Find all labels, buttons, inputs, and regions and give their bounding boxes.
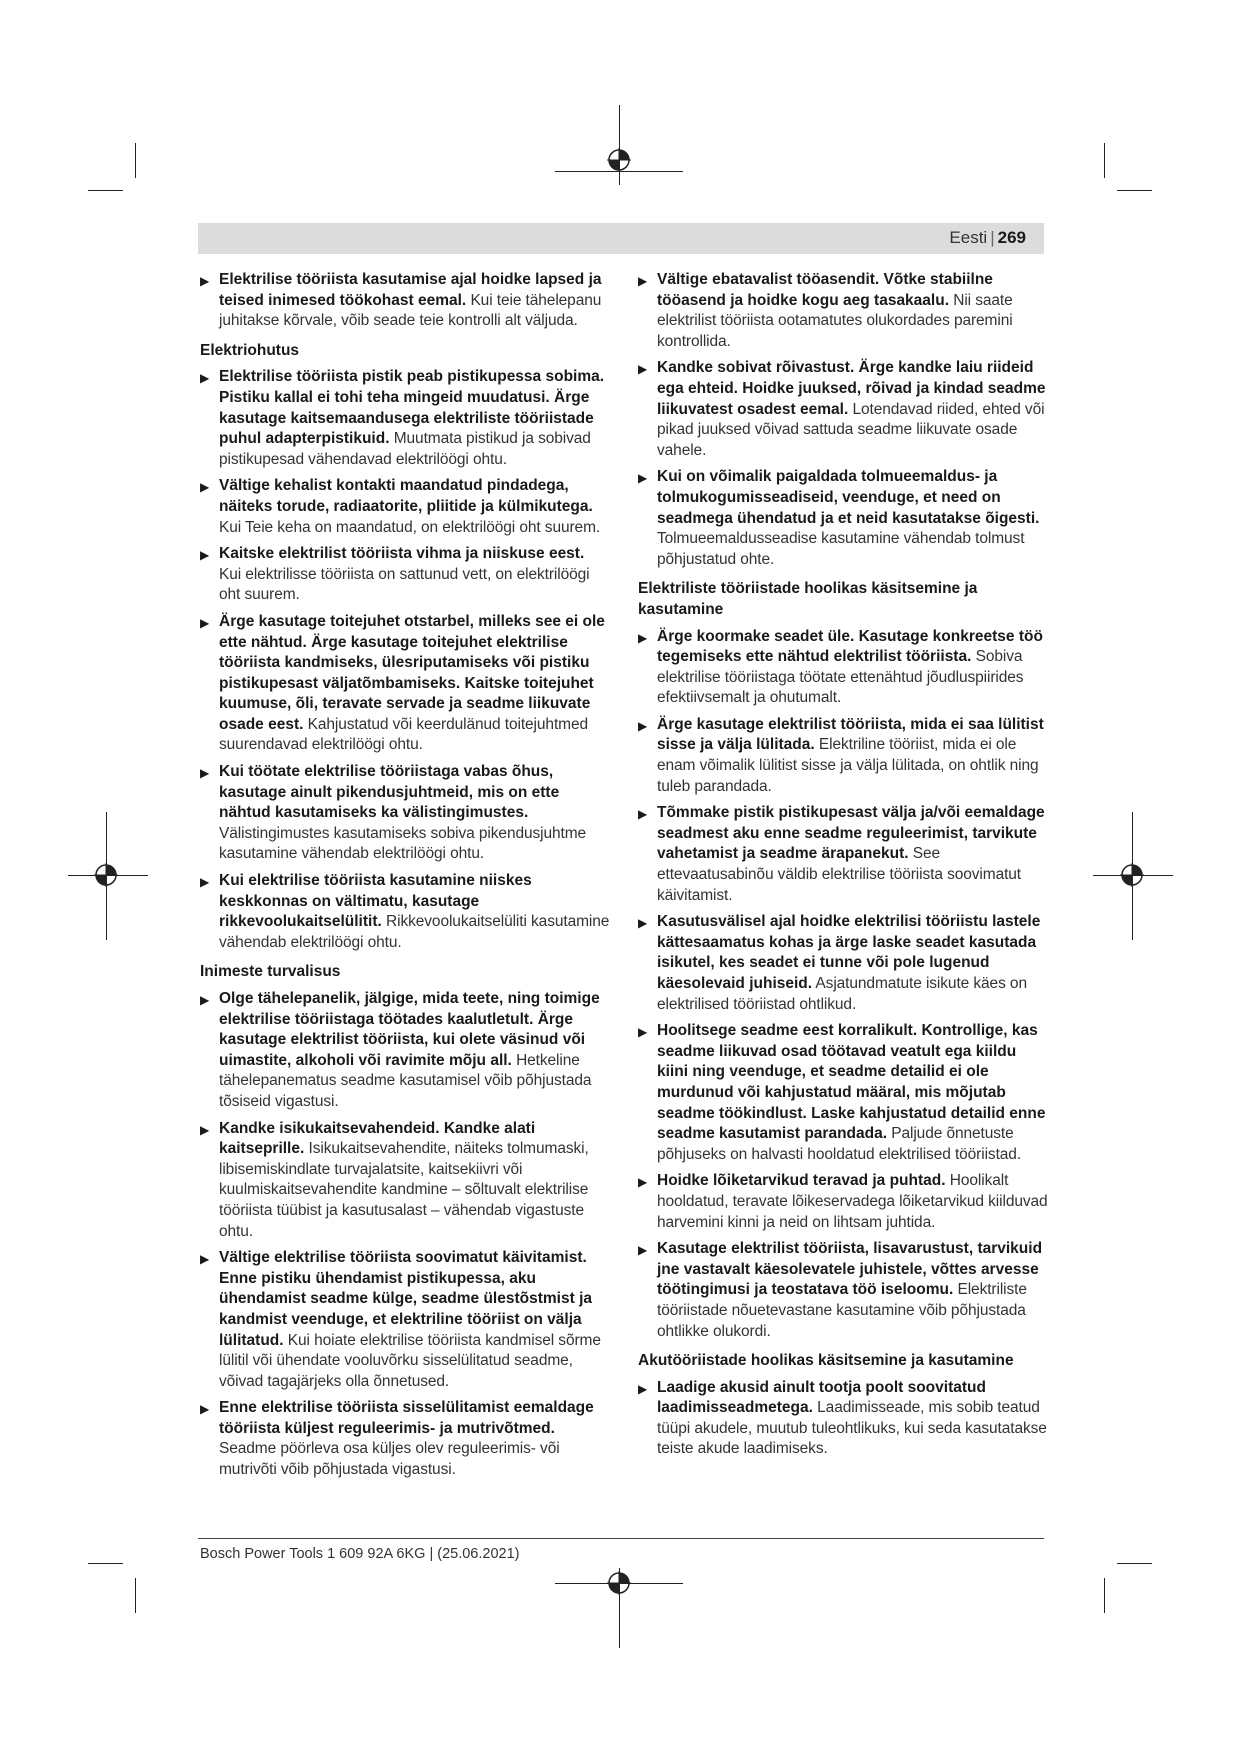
triangle-bullet-icon: ▶ — [200, 615, 210, 630]
item-instruction: Kui on võimalik paigaldada tolmueemaldus- ja tolmukogumisseadiseid, veenduge, et need on seadmega ühendatud ja et neid kasutatakse õigesti. — [657, 468, 1040, 527]
safety-item — [638, 627, 1048, 709]
item-instruction: Kui töötate elektrilise tööriistaga vabas õhus, kasutage ainult pikendusjuhtmeid, mis on ette nähtud kasutamiseks ka välistingimustes. — [219, 763, 560, 822]
page-number: 269 — [997, 228, 1026, 247]
triangle-bullet-icon: ▶ — [200, 766, 210, 781]
item-explanation: Seadme pöörleva osa küljes olev reguleerimis- või mutrivõti võib põhjustada vigastusi. — [219, 1440, 560, 1479]
safety-item — [200, 989, 610, 1113]
item-explanation: See ettevaatusabinõu väldib elektrilise tööriista soovimatut käivitamist. — [657, 845, 1022, 904]
item-instruction: Hoidke lõiketarvikud teravad ja puhtad. — [657, 1172, 946, 1190]
item-instruction: Vältige kehalist kontakti maandatud pindadega, näiteks torude, radiaatorite, pliitide ja külmikutega. — [219, 477, 593, 515]
triangle-bullet-icon: ▶ — [200, 274, 210, 288]
footer-rule — [198, 1538, 1044, 1539]
item-explanation: Asjatundmatute isikute käes on elektrilised tööriistad ohtlikud. — [657, 975, 1027, 1013]
item-explanation: Nii saate elektrilist tööriista ootamatutes olukordades paremini kontrollida. — [657, 291, 1013, 350]
item-instruction: Kandke isikukaitsevahendeid. Kandke alati kaitseprille. — [219, 1119, 536, 1158]
crop-mark — [1104, 1578, 1105, 1613]
crop-mark — [135, 143, 136, 178]
item-instruction: Tõmmake pistik pistikupesast välja ja/või eemaldage seadmest aku enne seadme reguleerimist, tarvikute vahetamist ja seadme ärapanekut. — [657, 804, 1045, 863]
section-heading: Elektriliste tööriistade hoolikas käsitsemine ja kasutamine — [638, 580, 978, 618]
safety-item — [638, 1378, 1048, 1460]
item-explanation: Kui hoiate elektrilise tööriista kandmisel sõrme lülitil või ühendate vooluvõrku sisselülitatud seadme, võivad tagajärjeks olla õnnetused. — [219, 1331, 601, 1390]
safety-item — [200, 871, 610, 953]
safety-item — [200, 476, 610, 538]
item-instruction: Laadige akusid ainult tootja poolt soovitatud laadimisseadmetega. — [657, 1378, 986, 1417]
item-explanation: Lotendavad riided, ehted või pikad juuksed võivad sattuda seadme liikuvate osade vahele. — [657, 400, 1045, 459]
item-explanation: Muutmata pistikud ja sobivad pistikupesad vähendavad elektrilöögi ohtu. — [219, 430, 591, 468]
item-explanation: Kui Teie keha on maandatud, on elektrilöögi oht suurem. — [219, 518, 601, 536]
triangle-bullet-icon: ▶ — [638, 718, 648, 733]
triangle-bullet-icon: ▶ — [638, 362, 648, 377]
triangle-bullet-icon: ▶ — [200, 1252, 210, 1267]
crop-mark — [88, 1563, 123, 1564]
triangle-bullet-icon: ▶ — [638, 807, 648, 822]
item-explanation: Elektriliste tööriistade nõuetevastane kasutamine võib põhjustada ohtlikke olukordi. — [657, 1281, 1027, 1340]
crop-mark — [135, 1578, 136, 1613]
item-instruction: Vältige elektrilise tööriista soovimatut käivitamist. Enne pistiku ühendamist pistikupessa, aku ühendamist seadme külge, seadme ülestõstmist ja kandmist veenduge, et elektriline tööriist on välja lülitatud. — [219, 1249, 592, 1349]
triangle-bullet-icon: ▶ — [638, 274, 648, 288]
item-explanation: Rikkevoolukaitselüliti kasutamine vähendab elektrilöögi ohtu. — [219, 913, 610, 951]
registration-target-icon — [1120, 863, 1144, 887]
safety-item — [638, 803, 1048, 906]
item-instruction: Kasutusvälisel ajal hoidke elektrilisi tööriistu lastele kättesaamatus kohas ja ärge laske seadet kasutada isikutel, kes seadet ei tunne või pole lugenud käesolevaid juhiseid. — [657, 913, 1041, 992]
item-explanation: Laadimisseade, mis sobib teatud tüüpi akudele, muutub tuleohtlikuks, kui seda kasutatakse teiste akude laadimiseks. — [657, 1399, 1047, 1458]
item-explanation: Hetkeline tähelepanematus seadme kasutamisel võib põhjustada tõsiseid vigastusi. — [219, 1051, 592, 1110]
registration-target-icon — [607, 148, 631, 172]
safety-item — [200, 544, 610, 606]
item-instruction: Ärge kasutage elektrilist tööriista, mida ei saa lülitist sisse ja välja lülitada. — [657, 715, 1044, 754]
safety-item — [638, 270, 1048, 352]
safety-item — [200, 612, 610, 756]
item-explanation: Kui elektrilisse tööriista on sattunud vett, on elektrilöögi oht suurem. — [219, 565, 590, 604]
triangle-bullet-icon: ▶ — [200, 875, 210, 890]
item-instruction: Ärge koormake seadet üle. Kasutage konkreetse töö tegemiseks ette nähtud elektrilist tööriista. — [657, 627, 1043, 666]
crop-mark — [1117, 190, 1152, 191]
safety-item — [638, 1171, 1048, 1233]
triangle-bullet-icon: ▶ — [638, 1243, 648, 1258]
item-instruction: Enne elektrilise tööriista sisselülitamist eemaldage tööriista küljest reguleerimis- ja mutrivõtmed. — [219, 1399, 594, 1437]
item-instruction: Vältige ebatavalist tööasendit. Võtke stabiilne tööasend ja hoidke kogu aeg tasakaalu. — [657, 271, 993, 309]
triangle-bullet-icon: ▶ — [638, 630, 648, 645]
section-heading: Inimeste turvalisus — [200, 963, 341, 981]
registration-target-icon — [607, 1571, 631, 1595]
item-instruction: Elektrilise tööriista kasutamise ajal hoidke lapsed ja teised inimesed töökohast eemal. — [219, 271, 602, 309]
safety-item — [638, 358, 1048, 461]
safety-item — [638, 467, 1048, 570]
safety-item — [200, 1119, 610, 1243]
page-header — [198, 223, 1044, 254]
safety-item — [200, 367, 610, 470]
crop-mark — [1104, 143, 1105, 178]
triangle-bullet-icon: ▶ — [638, 1025, 648, 1040]
safety-item — [200, 1398, 610, 1480]
crop-mark — [88, 190, 123, 191]
triangle-bullet-icon: ▶ — [200, 1402, 210, 1417]
safety-item — [638, 715, 1048, 797]
item-explanation: Isikukaitsevahendite, näiteks tolmumaski, libisemiskindlate turvajalatsite, kaitsekiivri või kuulmiskaitsevahendite kandmine – sõltuvalt elektrilise tööriista tüübist ja kasutusalast – vähendab vigastuste ohtu. — [219, 1140, 589, 1240]
triangle-bullet-icon: ▶ — [200, 371, 210, 386]
triangle-bullet-icon: ▶ — [200, 548, 210, 563]
item-explanation: Paljude õnnetuste põhjuseks on halvasti hooldatud elektrilised tööriistad. — [657, 1125, 1022, 1163]
triangle-bullet-icon: ▶ — [200, 993, 210, 1007]
safety-item — [638, 912, 1048, 1015]
item-instruction: Kui elektrilise tööriista kasutamine niiskes keskkonnas on vältimatu, kasutage rikkevoolukaitselülitit. — [219, 872, 532, 931]
footer-text: Bosch Power Tools 1 609 92A 6KG | (25.06.2021) — [200, 1546, 520, 1562]
triangle-bullet-icon: ▶ — [200, 480, 210, 495]
item-instruction: Kasutage elektrilist tööriista, lisavarustust, tarvikuid jne vastavalt käesolevatele juhistele, võttes arvesse töötingimusi ja teostatava töö iseloomu. — [657, 1240, 1043, 1299]
safety-item — [638, 1239, 1048, 1342]
item-instruction: Hoolitsege seadme eest korralikult. Kontrollige, kas seadme liikuvad osad töötavad veatult ega kiildu kiini ning veenduge, et seadme detailid ei ole murdunud või kahjustatud määral, mis mõjutab seadme töökindlust. Laske kahjustatud detailid enne seadme kasutamist parandada. — [657, 1022, 1046, 1143]
header-label: Eesti | 269 — [949, 228, 1026, 247]
item-explanation: Kui teie tähelepanu juhitakse kõrvale, võib seade teie kontrolli alt väljuda. — [219, 291, 602, 330]
triangle-bullet-icon: ▶ — [638, 916, 648, 931]
item-explanation: Tolmueemaldusseadise kasutamine vähendab tolmust põhjustatud ohte. — [657, 530, 1025, 568]
triangle-bullet-icon: ▶ — [638, 471, 648, 486]
item-explanation: Välistingimustes kasutamiseks sobiva pikendusjuhtme kasutamine vähendab elektrilöögi ohtu. — [219, 824, 587, 863]
item-instruction: Olge tähelepanelik, jälgige, mida teete, ning toimige elektrilise tööriistaga töötades kaalutletult. Ärge kasutage elektrilist tööriista, kui olete väsinud või uimastite, alkoholi või ravimite mõju all. — [219, 990, 600, 1069]
triangle-bullet-icon: ▶ — [200, 1122, 210, 1137]
right-column — [638, 270, 1048, 1466]
safety-item — [200, 270, 610, 332]
safety-item — [638, 1021, 1048, 1165]
safety-item — [200, 762, 610, 865]
item-explanation: Hoolikalt hooldatud, teravate lõikeservadega lõiketarvikud kiilduvad harvemini kinni ja neid on lihtsam juhtida. — [657, 1172, 1048, 1231]
item-instruction: Ärge kasutage toitejuhet otstarbel, milleks see ei ole ette nähtud. Ärge kasutage toitejuhet elektrilise tööriista kandmiseks, ülesriputamiseks või pistiku pistikupesast väljatõmbamiseks. Kaitske toitejuhet kuumuse, õli, teravate servade ja seadme liikuvate osade eest. — [219, 612, 605, 733]
item-instruction: Kandke sobivat rõivastust. Ärge kandke laiu riideid ega ehteid. Hoidke juuksed, rõivad ja kindad seadme liikuvatest osadest eemal. — [657, 359, 1046, 418]
item-explanation: Sobiva elektrilise tööriistaga töötate ettenähtud jõudluspiirides efektiivsemalt ja ohutumalt. — [657, 648, 1024, 707]
item-instruction: Kaitske elektrilist tööriista vihma ja niiskuse eest. — [219, 545, 585, 563]
section-heading: Elektriohutus — [200, 341, 300, 359]
triangle-bullet-icon: ▶ — [638, 1175, 648, 1190]
item-instruction: Elektrilise tööriista pistik peab pistikupessa sobima. Pistiku kallal ei tohi teha mingeid muudatusi. Ärge kasutage kaitsemaandusega elektriliste tööriistade puhul adapterpistikuid. — [219, 368, 605, 448]
section-heading: Akutööriistade hoolikas käsitsemine ja kasutamine — [638, 1352, 1014, 1370]
safety-item — [200, 1248, 610, 1392]
item-explanation: Elektriline tööriist, mida ei ole enam võimalik lülitist sisse ja välja lülitada, on ohtlik ning tuleb parandada. — [657, 736, 1039, 795]
registration-target-icon — [94, 863, 118, 887]
triangle-bullet-icon: ▶ — [638, 1381, 648, 1396]
crop-mark — [1117, 1563, 1152, 1564]
header-language: Eesti — [949, 228, 988, 247]
item-explanation: Kahjustatud või keerdulänud toitejuhtmed suurendavad elektrilöögi ohtu. — [219, 715, 589, 754]
left-column — [200, 270, 610, 1487]
